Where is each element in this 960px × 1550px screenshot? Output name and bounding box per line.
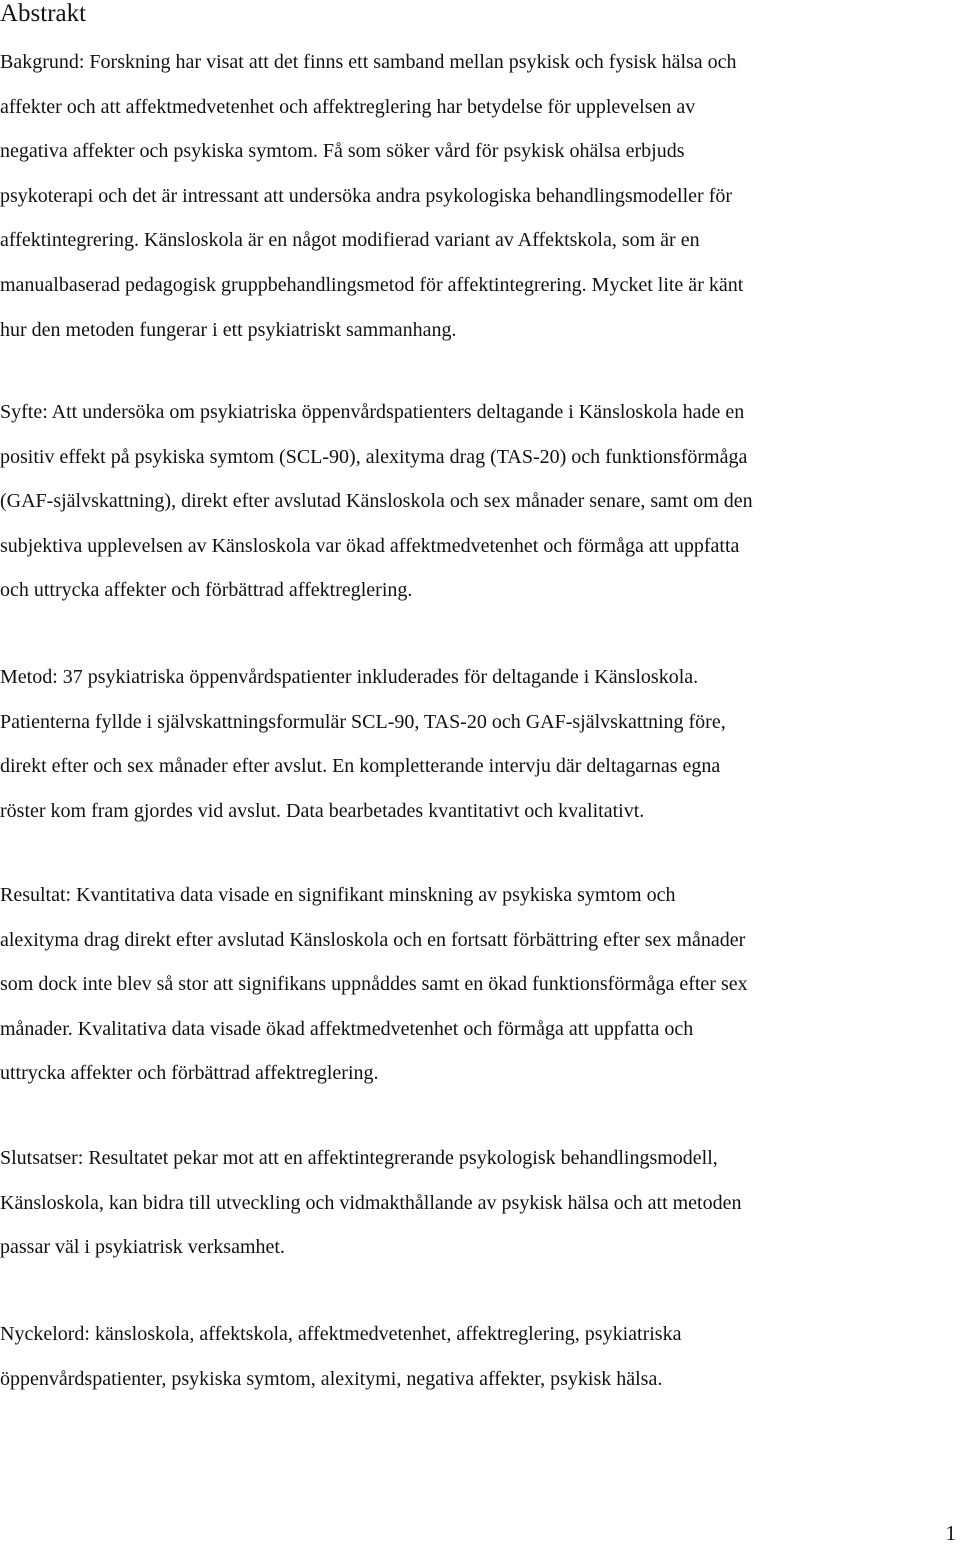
text-line: Patienterna fyllde i självskattningsformulär SCL-90, TAS-20 och GAF-självskattning före,: [0, 710, 726, 733]
paragraph-nyckelord: [0, 1312, 960, 1401]
text-line: månader. Kvalitativa data visade ökad affektmedvetenhet och förmåga att uppfatta och: [0, 1017, 694, 1040]
text-line: positiv effekt på psykiska symtom (SCL-90), alexityma drag (TAS-20) och funktionsförmåga: [0, 445, 748, 468]
text-line: Nyckelord: känsloskola, affektskola, affektmedvetenhet, affektreglering, psykiatriska: [0, 1323, 682, 1345]
paragraph-bakgrund: [0, 40, 960, 352]
page-number: 1: [945, 1521, 956, 1545]
text-line: alexityma drag direkt efter avslutad Känsloskola och en fortsatt förbättring efter sex månader: [0, 928, 746, 951]
paragraph-syfte: [0, 390, 960, 613]
text-line: Känsloskola, kan bidra till utveckling och vidmakthållande av psykisk hälsa och att metoden: [0, 1191, 742, 1214]
text-line: affektintegrering. Känsloskola är en något modifierad variant av Affektskola, som är en: [0, 229, 700, 252]
paragraph-slutsatser: [0, 1136, 960, 1270]
text-line: manualbaserad pedagogisk gruppbehandlingsmetod för affektintegrering. Mycket lite är känt: [0, 273, 744, 296]
text-line: affekter och att affektmedvetenhet och affektreglering har betydelse för upplevelsen av: [0, 95, 696, 118]
text-line: psykoterapi och det är intressant att undersöka andra psykologiska behandlingsmodeller för: [0, 184, 733, 207]
abstract-heading: Abstrakt: [0, 0, 87, 27]
text-line: Slutsatser: Resultatet pekar mot att en affektintegrerande psykologisk behandlingsmodell,: [0, 1147, 718, 1169]
text-line: passar väl i psykiatrisk verksamhet.: [0, 1236, 285, 1259]
text-line: negativa affekter och psykiska symtom. Få som söker vård för psykisk ohälsa erbjuds: [0, 140, 685, 163]
text-line: Syfte: Att undersöka om psykiatriska öppenvårdspatienters deltagande i Känsloskola hade en: [0, 401, 745, 423]
text-line: och uttrycka affekter och förbättrad affektreglering.: [0, 579, 413, 602]
text-line: Bakgrund: Forskning har visat att det finns ett samband mellan psykisk och fysisk hälsa och: [0, 51, 737, 73]
paragraph-resultat: [0, 873, 960, 1096]
text-line: hur den metoden fungerar i ett psykiatriskt sammanhang.: [0, 318, 457, 341]
text-line: (GAF-självskattning), direkt efter avslutad Känsloskola och sex månader senare, samt om den: [0, 490, 753, 513]
text-line: öppenvårdspatienter, psykiska symtom, alexitymi, negativa affekter, psykisk hälsa.: [0, 1367, 663, 1390]
text-line: uttrycka affekter och förbättrad affektreglering.: [0, 1062, 379, 1085]
text-line: Metod: 37 psykiatriska öppenvårdspatienter inkluderades för deltagande i Känsloskola.: [0, 666, 699, 688]
paragraph-metod: [0, 655, 960, 833]
text-line: som dock inte blev så stor att signifikans uppnåddes samt en ökad funktionsförmåga efter sex: [0, 973, 748, 996]
text-line: röster kom fram gjordes vid avslut. Data bearbetades kvantitativt och kvalitativt.: [0, 799, 645, 822]
text-line: subjektiva upplevelsen av Känsloskola var ökad affektmedvetenhet och förmåga att uppfatta: [0, 534, 740, 557]
text-line: Resultat: Kvantitativa data visade en signifikant minskning av psykiska symtom och: [0, 884, 676, 906]
text-line: direkt efter och sex månader efter avslut. En kompletterande intervju där deltagarnas egna: [0, 755, 721, 778]
